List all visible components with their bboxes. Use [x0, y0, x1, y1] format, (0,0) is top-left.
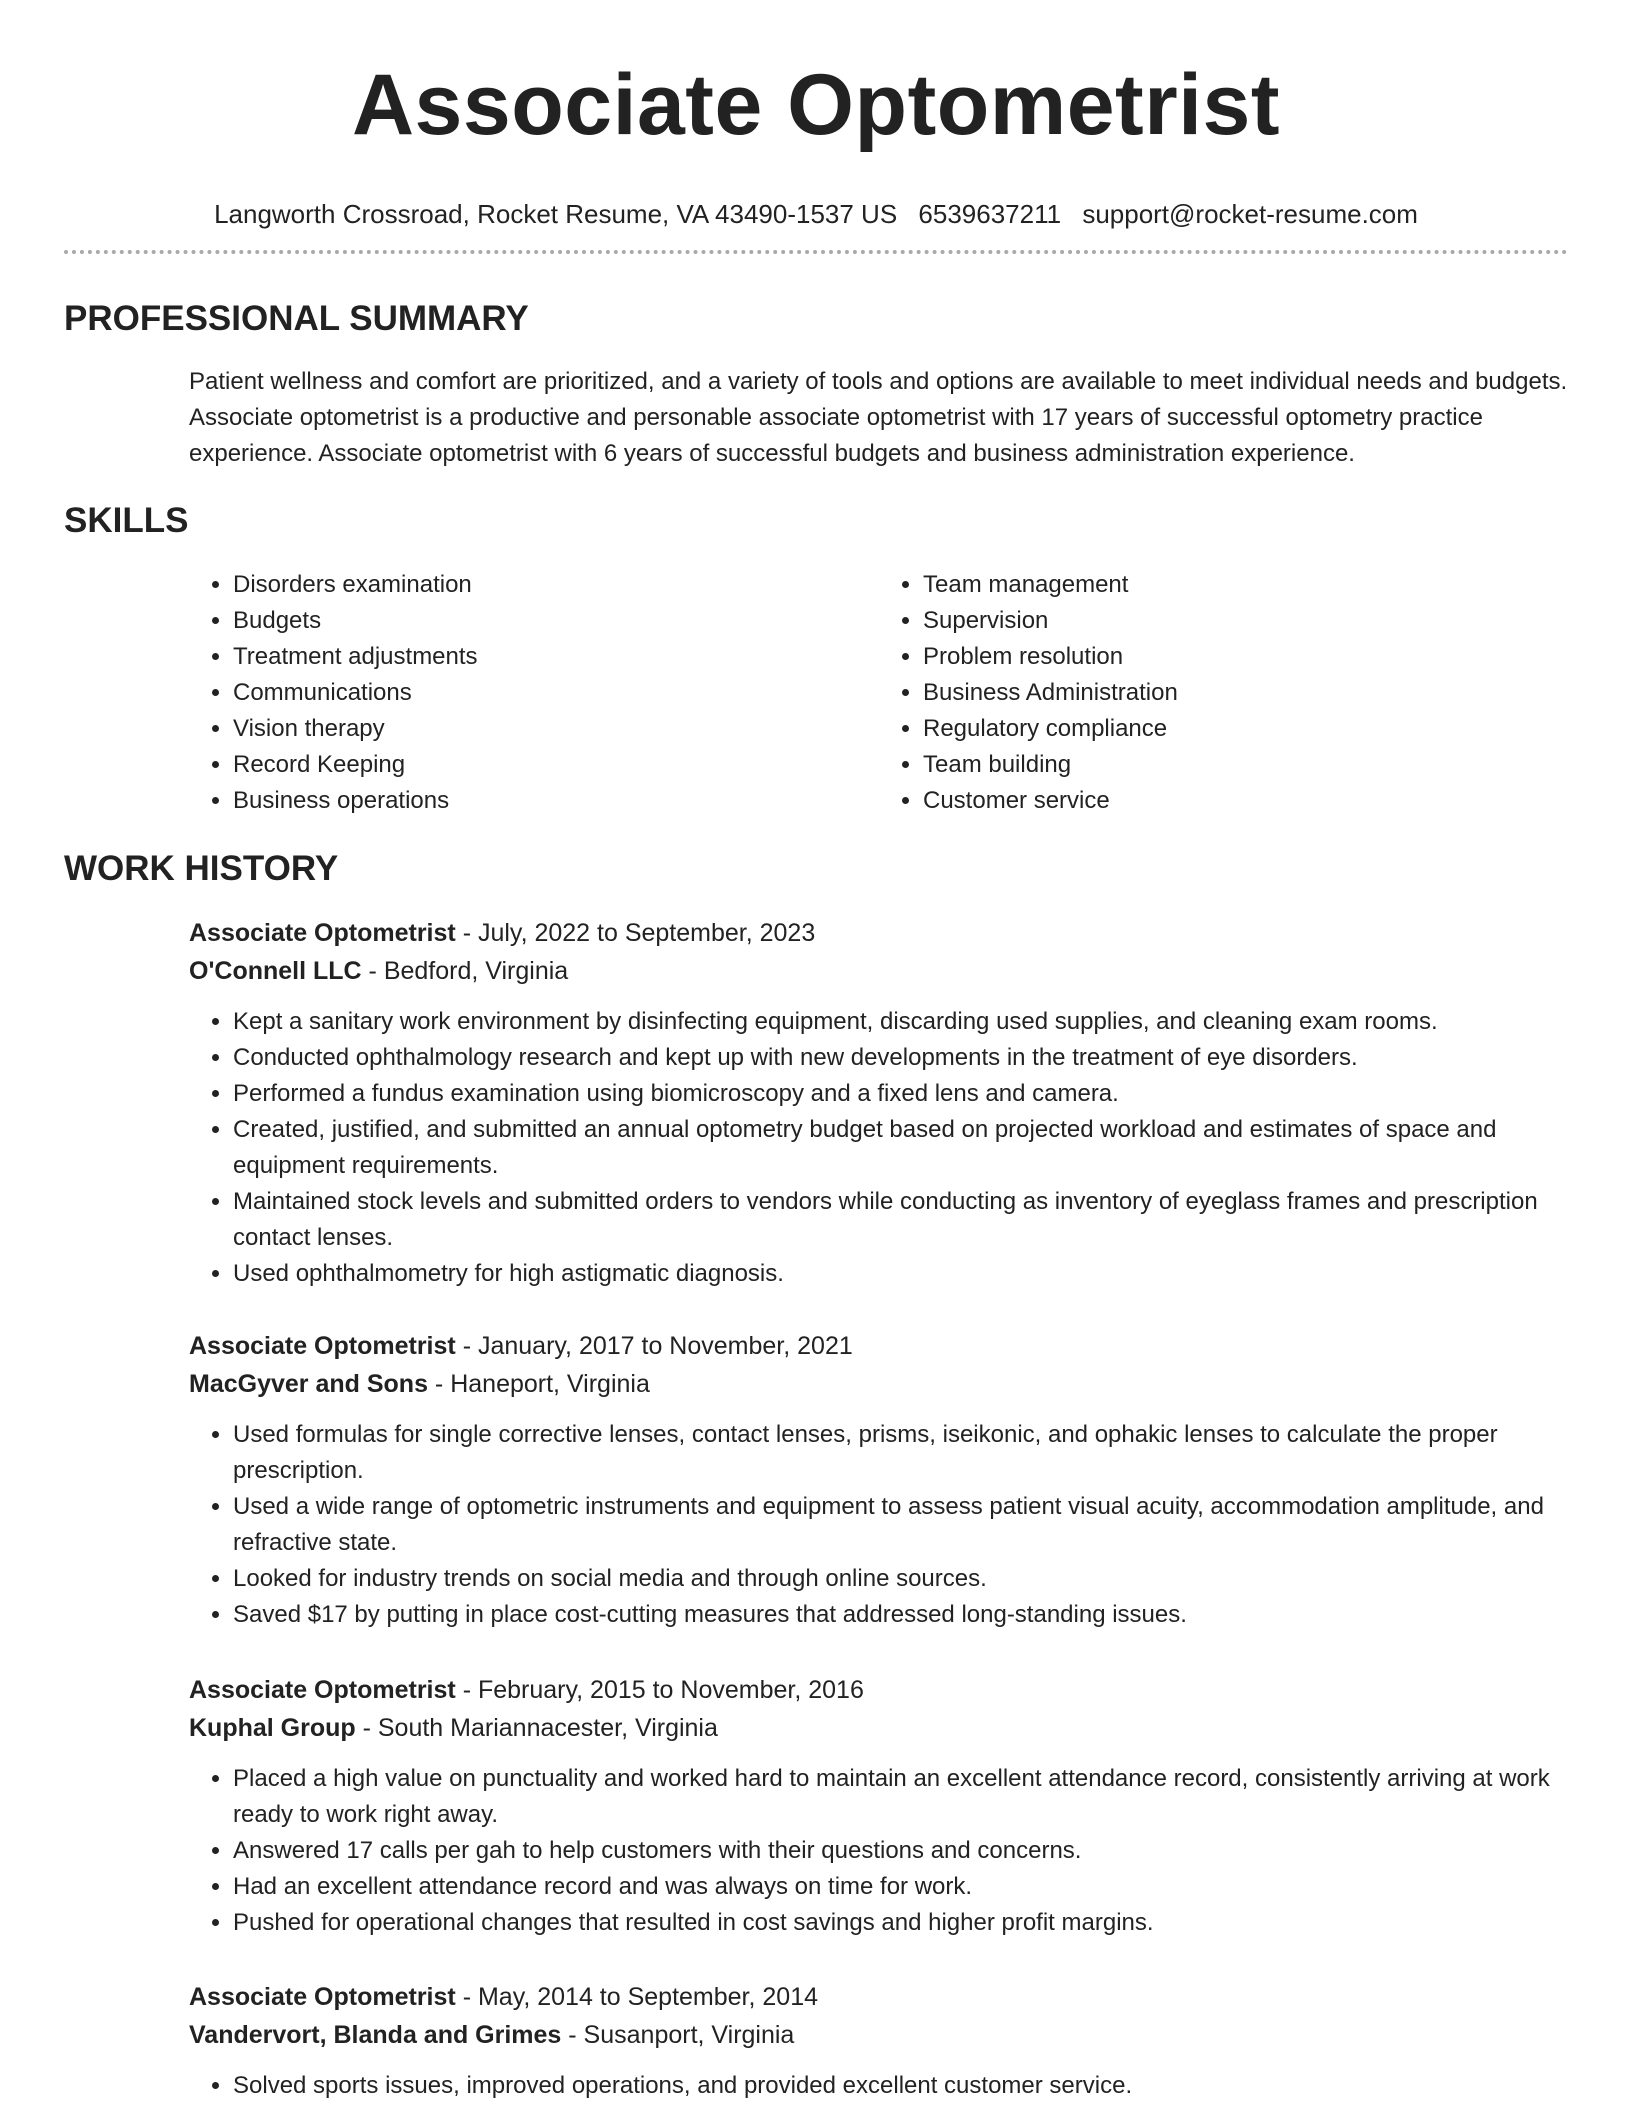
job-title: Associate Optometrist [189, 1676, 456, 1704]
skill-item: • Problem resolution [923, 639, 1569, 675]
contact-line [0, 197, 1632, 231]
job-bullet: • Used ophthalmometry for high astigmatic diagnosis. [233, 1256, 1569, 1292]
section-title-summary: PROFESSIONAL SUMMARY [64, 299, 529, 338]
contact-email: support@rocket-resume.com [1082, 199, 1418, 229]
job-bullet: • Pushed for operational changes that resulted in cost savings and higher profit margins. [233, 1905, 1569, 1941]
job-bullet: • Used formulas for single corrective lenses, contact lenses, prisms, iseikonic, and ophakic lenses to calculate the proper prescription. [233, 1417, 1569, 1489]
job-title-line [189, 1978, 1569, 2016]
skill-item: • Business Administration [923, 675, 1569, 711]
job-bullet: • Maintained stock levels and submitted orders to vendors while conducting as inventory of eyeglass frames and prescription contact lenses. [233, 1184, 1569, 1256]
job-company-line [189, 1365, 1569, 1403]
skill-item: • Customer service [923, 783, 1569, 819]
skill-item: • Team building [923, 747, 1569, 783]
job-company: MacGyver and Sons [189, 1370, 428, 1398]
skill-item: • Disorders examination [233, 567, 879, 603]
section-title-skills: SKILLS [64, 501, 189, 540]
summary-text: Patient wellness and comfort are prioritized, and a variety of tools and options are available to meet individual needs and budgets. Associate optometrist is a productive and personable associate optometrist with 17 years of successful optometry practice experience. Associate optometrist with 6 years of successful budgets and business administration experience. [189, 368, 1568, 467]
job-dates: - February, 2015 to November, 2016 [455, 1676, 864, 1704]
skills-column-left [189, 567, 879, 819]
skill-item: • Regulatory compliance [923, 711, 1569, 747]
job-location: - Susanport, Virginia [561, 2021, 795, 2049]
job-location: - Haneport, Virginia [427, 1370, 650, 1398]
job-bullet: • Conducted ophthalmology research and kept up with new developments in the treatment of eye disorders. [233, 1040, 1569, 1076]
job-title: Associate Optometrist [189, 1332, 456, 1360]
job-bullet: • Had an excellent attendance record and was always on time for work. [233, 1869, 1569, 1905]
skill-item: • Budgets [233, 603, 879, 639]
candidate-name: Associate Optometrist [351, 57, 1281, 153]
job-bullet: • Saved $17 by putting in place cost-cutting measures that addressed long-standing issues. [233, 1597, 1569, 1633]
job-company-line [189, 2016, 1569, 2054]
job-entry [189, 1978, 1569, 2104]
job-title: Associate Optometrist [189, 1983, 456, 2011]
skill-item: • Team management [923, 567, 1569, 603]
job-bullets [189, 2068, 1569, 2104]
contact-address: Langworth Crossroad, Rocket Resume, VA 43490-1537 US [214, 199, 898, 229]
job-title-line [189, 914, 1569, 952]
skill-item: • Communications [233, 675, 879, 711]
job-bullet: • Performed a fundus examination using biomicroscopy and a fixed lens and camera. [233, 1076, 1569, 1112]
skill-item: • Record Keeping [233, 747, 879, 783]
job-entry [189, 1327, 1569, 1633]
job-company-line [189, 1709, 1569, 1747]
job-bullet: • Used a wide range of optometric instruments and equipment to assess patient visual acuity, accommodation amplitude, and refractive state. [233, 1489, 1569, 1561]
skill-item: • Vision therapy [233, 711, 879, 747]
job-dates: - January, 2017 to November, 2021 [455, 1332, 853, 1360]
job-bullets [189, 1417, 1569, 1633]
job-title-line [189, 1327, 1569, 1365]
contact-phone: 6539637211 [918, 199, 1062, 229]
job-company: O'Connell LLC [189, 957, 362, 985]
job-title: Associate Optometrist [189, 919, 456, 947]
job-bullet: • Solved sports issues, improved operations, and provided excellent customer service. [233, 2068, 1569, 2104]
job-company-line [189, 952, 1569, 990]
skill-item: • Business operations [233, 783, 879, 819]
job-entry [189, 914, 1569, 1292]
job-location: - South Mariannacester, Virginia [355, 1714, 718, 1742]
job-dates: - May, 2014 to September, 2014 [455, 1983, 819, 2011]
job-bullets [189, 1761, 1569, 1941]
job-bullets [189, 1004, 1569, 1292]
job-bullet: • Answered 17 calls per gah to help customers with their questions and concerns. [233, 1833, 1569, 1869]
section-title-work: WORK HISTORY [64, 849, 339, 888]
job-company: Kuphal Group [189, 1714, 356, 1742]
skills-list [189, 567, 1569, 819]
job-bullet: • Placed a high value on punctuality and worked hard to maintain an excellent attendance record, consistently arriving at work ready to work right away. [233, 1761, 1569, 1833]
job-dates: - July, 2022 to September, 2023 [455, 919, 816, 947]
job-entry [189, 1671, 1569, 1941]
skills-column-right [879, 567, 1569, 819]
header-divider [64, 250, 1568, 254]
job-bullet: • Kept a sanitary work environment by disinfecting equipment, discarding used supplies, and cleaning exam rooms. [233, 1004, 1569, 1040]
job-bullet: • Created, justified, and submitted an annual optometry budget based on projected workload and estimates of space and equipment requirements. [233, 1112, 1569, 1184]
job-bullet: • Looked for industry trends on social media and through online sources. [233, 1561, 1569, 1597]
skill-item: • Supervision [923, 603, 1569, 639]
job-title-line [189, 1671, 1569, 1709]
job-company: Vandervort, Blanda and Grimes [189, 2021, 562, 2049]
skill-item: • Treatment adjustments [233, 639, 879, 675]
job-location: - Bedford, Virginia [361, 957, 569, 985]
